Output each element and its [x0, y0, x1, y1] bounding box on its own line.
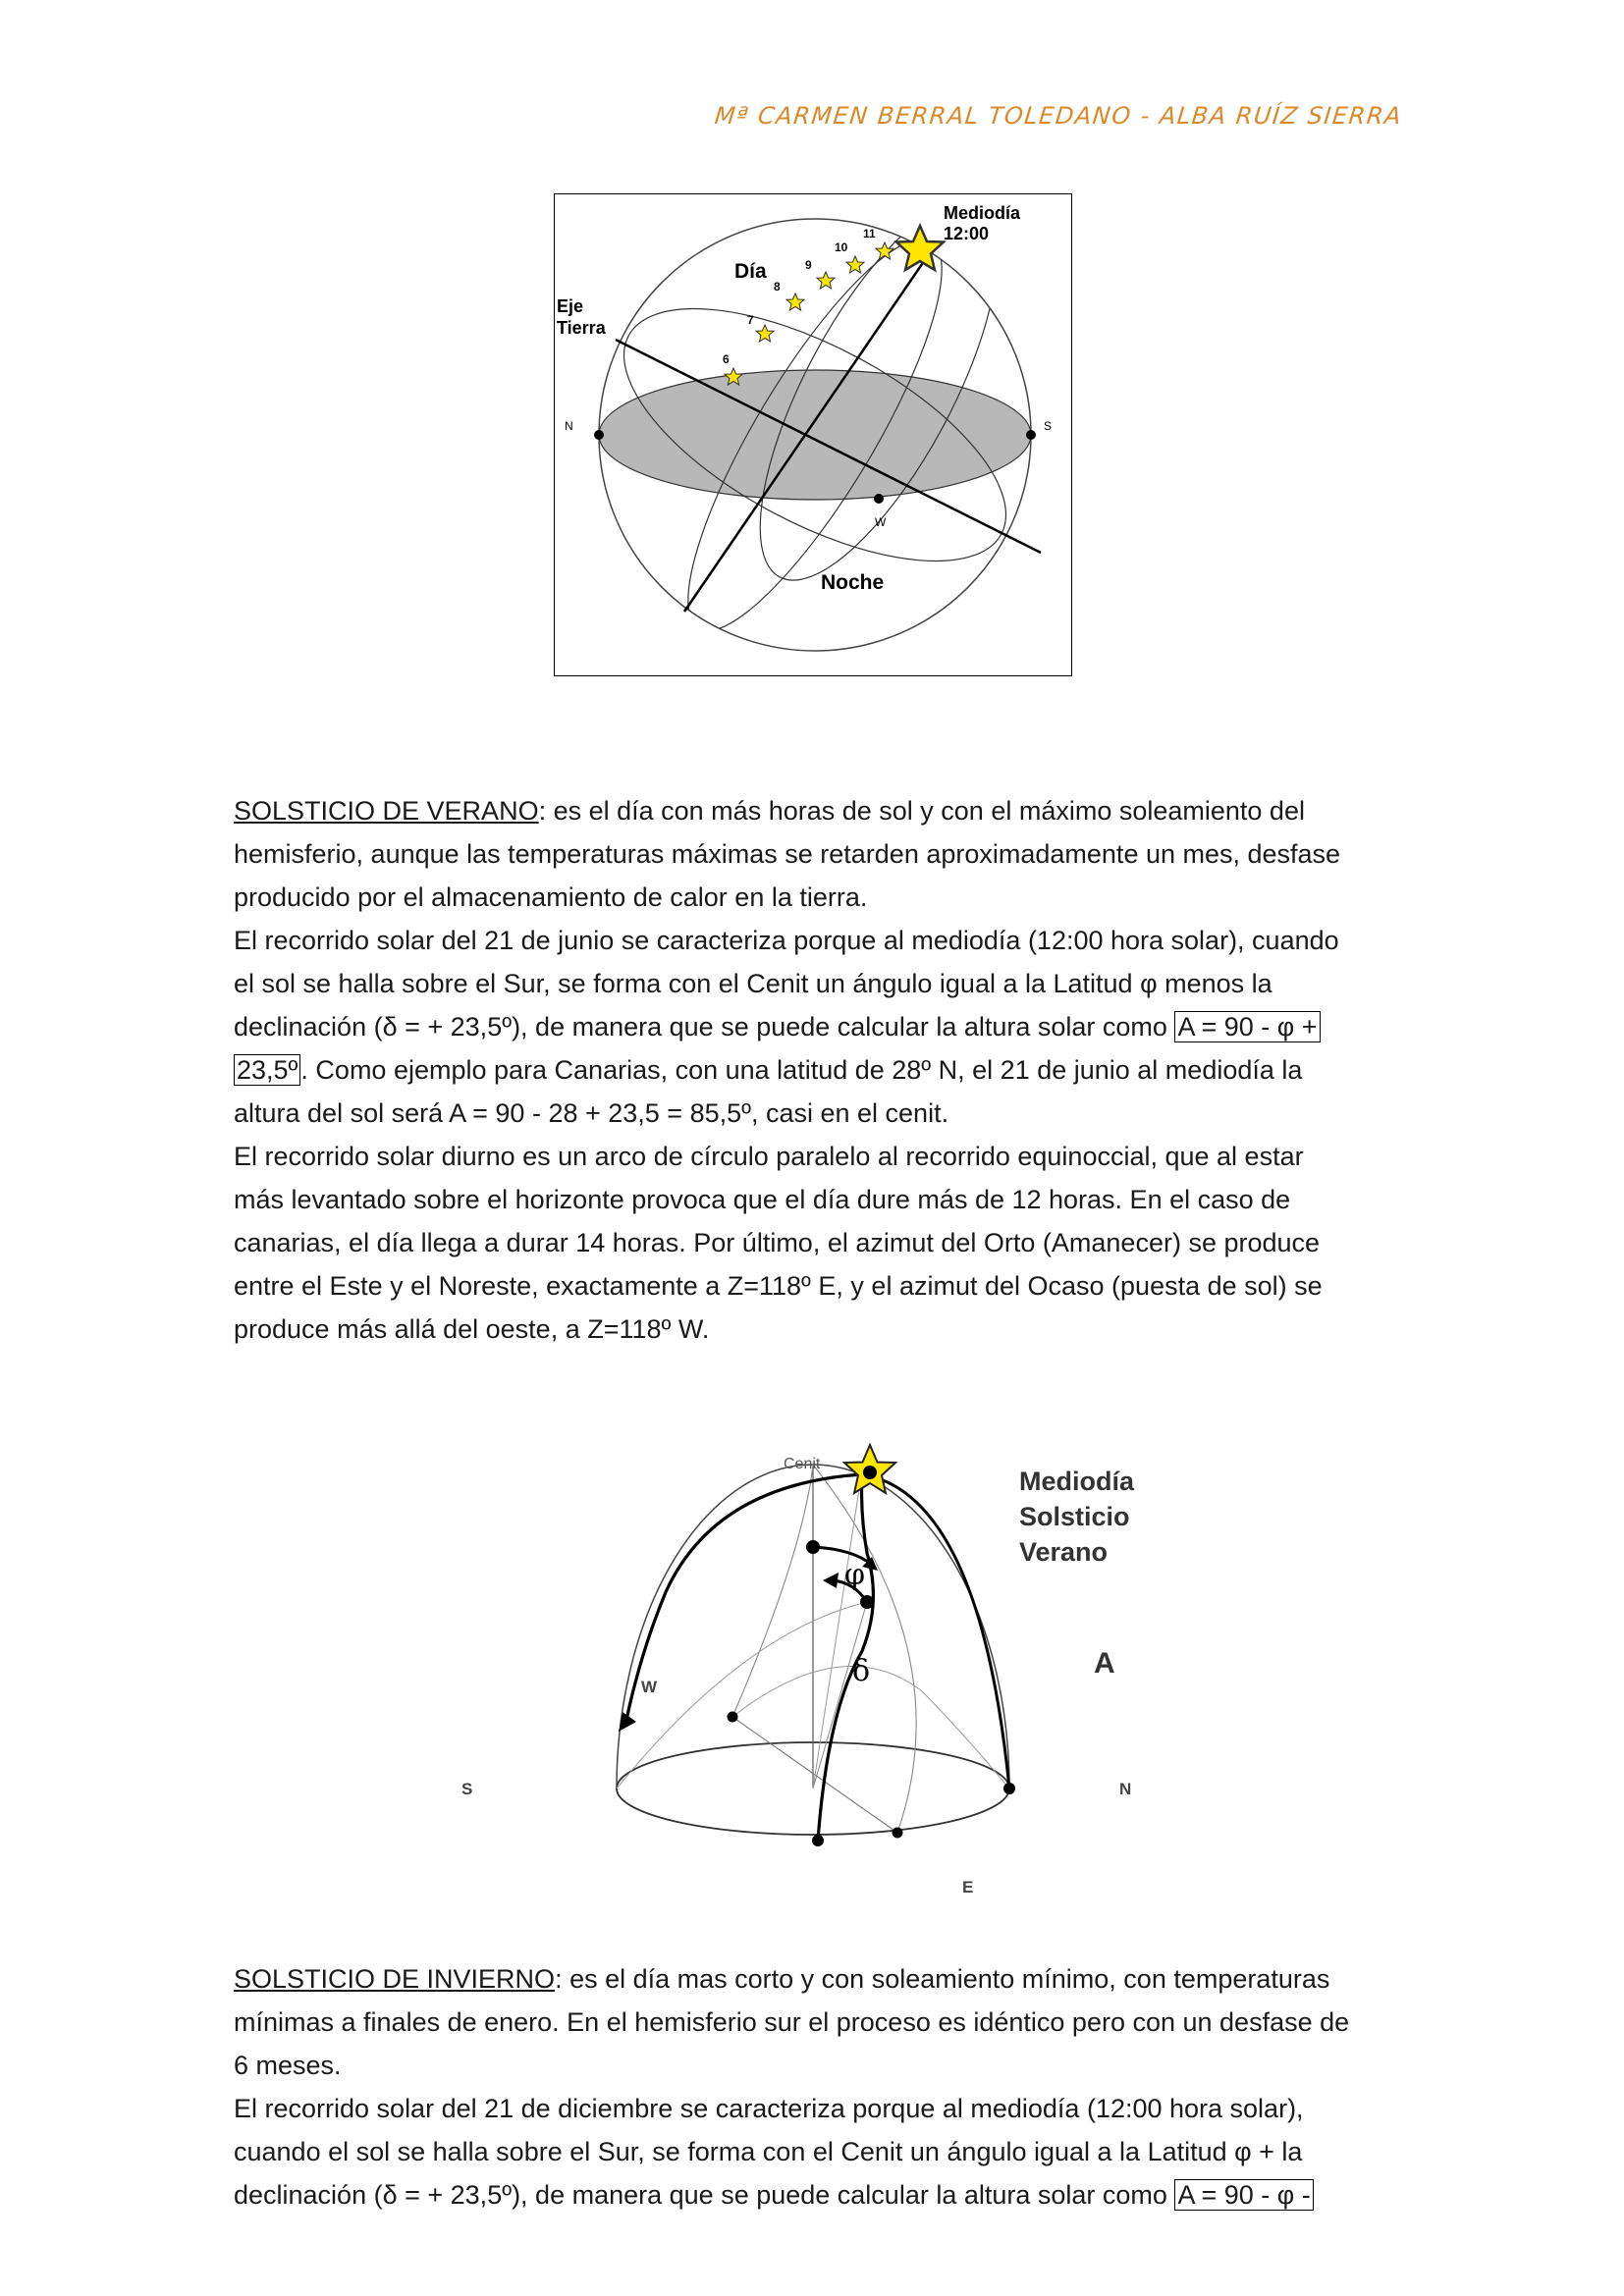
point-w — [728, 1712, 738, 1723]
ray-line-2 — [813, 1470, 862, 1789]
sun-center — [863, 1466, 877, 1479]
figure-celestial-sphere-day-path — [554, 193, 1072, 676]
paragraph-line — [234, 1048, 1392, 1092]
south-point — [1026, 430, 1036, 440]
text-line: mínimas a finales de enero. En el hemisferio sur el proceso es idéntico pero con un desfase de — [234, 2007, 1350, 2037]
meridian-w — [732, 1465, 813, 1717]
text-line: canarias, el día llega a durar 14 horas. Por último, el azimut del Orto (Amanecer) se produce — [234, 1228, 1321, 1257]
text-line: declinación (δ = + 23,5º), de manera que se puede calcular la altura solar como — [234, 1012, 1175, 1041]
label-dia: Día — [734, 260, 767, 283]
point-equator — [860, 1595, 874, 1609]
hour-label-8: 8 — [774, 280, 781, 294]
text-line: cuando el sol se halla sobre el Sur, se forma con el Cenit un ángulo igual a la Latitud φ + la — [234, 2137, 1303, 2166]
section-title-verano: SOLSTICIO DE VERANO — [234, 796, 539, 826]
hour-label-11: 11 — [863, 227, 876, 240]
text-line: el sol se halla sobre el Sur, se forma con el Cenit un ángulo igual a la Latitud φ menos la — [234, 969, 1272, 998]
star-7 — [756, 325, 774, 342]
delta-arrow-head-icon — [823, 1573, 839, 1588]
section-solsticio-invierno — [234, 1957, 1392, 2216]
figure-solstice-dome — [450, 1435, 1196, 1906]
formula-box: A = 90 - φ + — [1174, 1011, 1320, 1042]
north-point — [594, 430, 604, 440]
label-w: W — [641, 1678, 658, 1696]
page-header-authors: Mª CARMEN BERRAL TOLEDANO - ALBA RUÍZ SIERRA — [713, 102, 1404, 130]
hour-label-7: 7 — [747, 313, 754, 327]
text-line: El recorrido solar del 21 de diciembre se caracteriza porque al mediodía (12:00 hora solar), — [234, 2094, 1304, 2123]
ray-line — [813, 1602, 867, 1789]
section-title-invierno: SOLSTICIO DE INVIERNO — [234, 1964, 556, 1994]
point-s-bottom — [812, 1835, 824, 1846]
label-noche: Noche — [821, 571, 885, 594]
label-a: A — [1094, 1647, 1115, 1680]
hour-label-6: 6 — [723, 352, 730, 366]
hour-label-9: 9 — [805, 258, 812, 272]
formula-box-continued: 23,5º — [234, 1054, 300, 1086]
star-9 — [817, 272, 835, 289]
text-line: El recorrido solar del 21 de junio se caracteriza porque al mediodía (12:00 hora solar), cuando — [234, 926, 1339, 955]
text-line: 6 meses. — [234, 2051, 342, 2080]
text-line: hemisferio, aunque las temperaturas máximas se retarden aproximadamente un mes, desfase — [234, 839, 1341, 869]
point-n — [1003, 1783, 1015, 1794]
text-line: : es el día con más horas de sol y con el máximo soleamiento del — [538, 796, 1305, 826]
label-eje: Eje — [557, 296, 584, 316]
paragraph-line — [234, 1957, 1392, 2001]
label-mediodia: Mediodía — [944, 203, 1021, 223]
text-line: : es el día mas corto y con soleamiento mínimo, con temperaturas — [555, 1964, 1330, 1994]
text-line: más levantado sobre el horizonte provoca que el día dure más de 12 horas. En el caso de — [234, 1185, 1291, 1214]
text-line: altura del sol será A = 90 - 28 + 23,5 = 85,5º, casi en el cenit. — [234, 1098, 949, 1128]
formula-box: A = 90 - φ - — [1174, 2179, 1313, 2211]
label-hora: 12:00 — [944, 224, 990, 243]
grid-arc-1 — [732, 1667, 1009, 1789]
label-s: S — [461, 1780, 473, 1798]
text-line: producido por el almacenamiento de calor en la tierra. — [234, 882, 868, 912]
star-noon — [896, 226, 944, 270]
label-solsticio: Solsticio — [1019, 1502, 1130, 1531]
west-point — [874, 494, 884, 504]
label-verano: Verano — [1019, 1537, 1109, 1567]
text-line: produce más allá del oeste, a Z=118º W. — [234, 1314, 710, 1344]
star-10 — [846, 256, 864, 273]
text-line: entre el Este y el Noreste, exactamente a Z=118º E, y el azimut del Ocaso (puesta de sol) se — [234, 1271, 1323, 1301]
point-e — [893, 1828, 903, 1839]
sun-path-west — [626, 1474, 862, 1720]
altitude-arc — [862, 1474, 1009, 1789]
text-line: El recorrido solar diurno es un arco de círculo paralelo al recorrido equinoccial, que al estar — [234, 1142, 1304, 1171]
label-e: E — [962, 1878, 974, 1896]
text-line: . Como ejemplo para Canarias, con una latitud de 28º N, el 21 de junio al mediodía la — [300, 1055, 1303, 1085]
solstice-dome-diagram — [450, 1435, 1196, 1906]
star-8 — [786, 294, 804, 310]
label-phi: φ — [844, 1558, 866, 1592]
label-cenit: Cenit — [784, 1456, 821, 1472]
paragraph-line — [234, 2173, 1392, 2216]
hour-label-10: 10 — [835, 240, 848, 254]
paragraph-line — [234, 1005, 1392, 1048]
text-line: declinación (δ = + 23,5º), de manera que se puede calcular la altura solar como — [234, 2180, 1175, 2210]
point-cenit-angle — [806, 1540, 820, 1554]
paragraph-line — [234, 789, 1392, 832]
label-s: S — [1044, 419, 1053, 433]
label-tierra: Tierra — [557, 318, 606, 338]
section-solsticio-verano — [234, 789, 1392, 1351]
label-n: N — [1119, 1780, 1132, 1798]
label-delta: δ — [852, 1654, 871, 1688]
horizon-plane — [599, 370, 1031, 500]
label-mediodia: Mediodía — [1019, 1467, 1135, 1496]
celestial-sphere-diagram — [555, 194, 1071, 675]
label-n: N — [565, 419, 573, 433]
label-w: W — [875, 515, 887, 529]
